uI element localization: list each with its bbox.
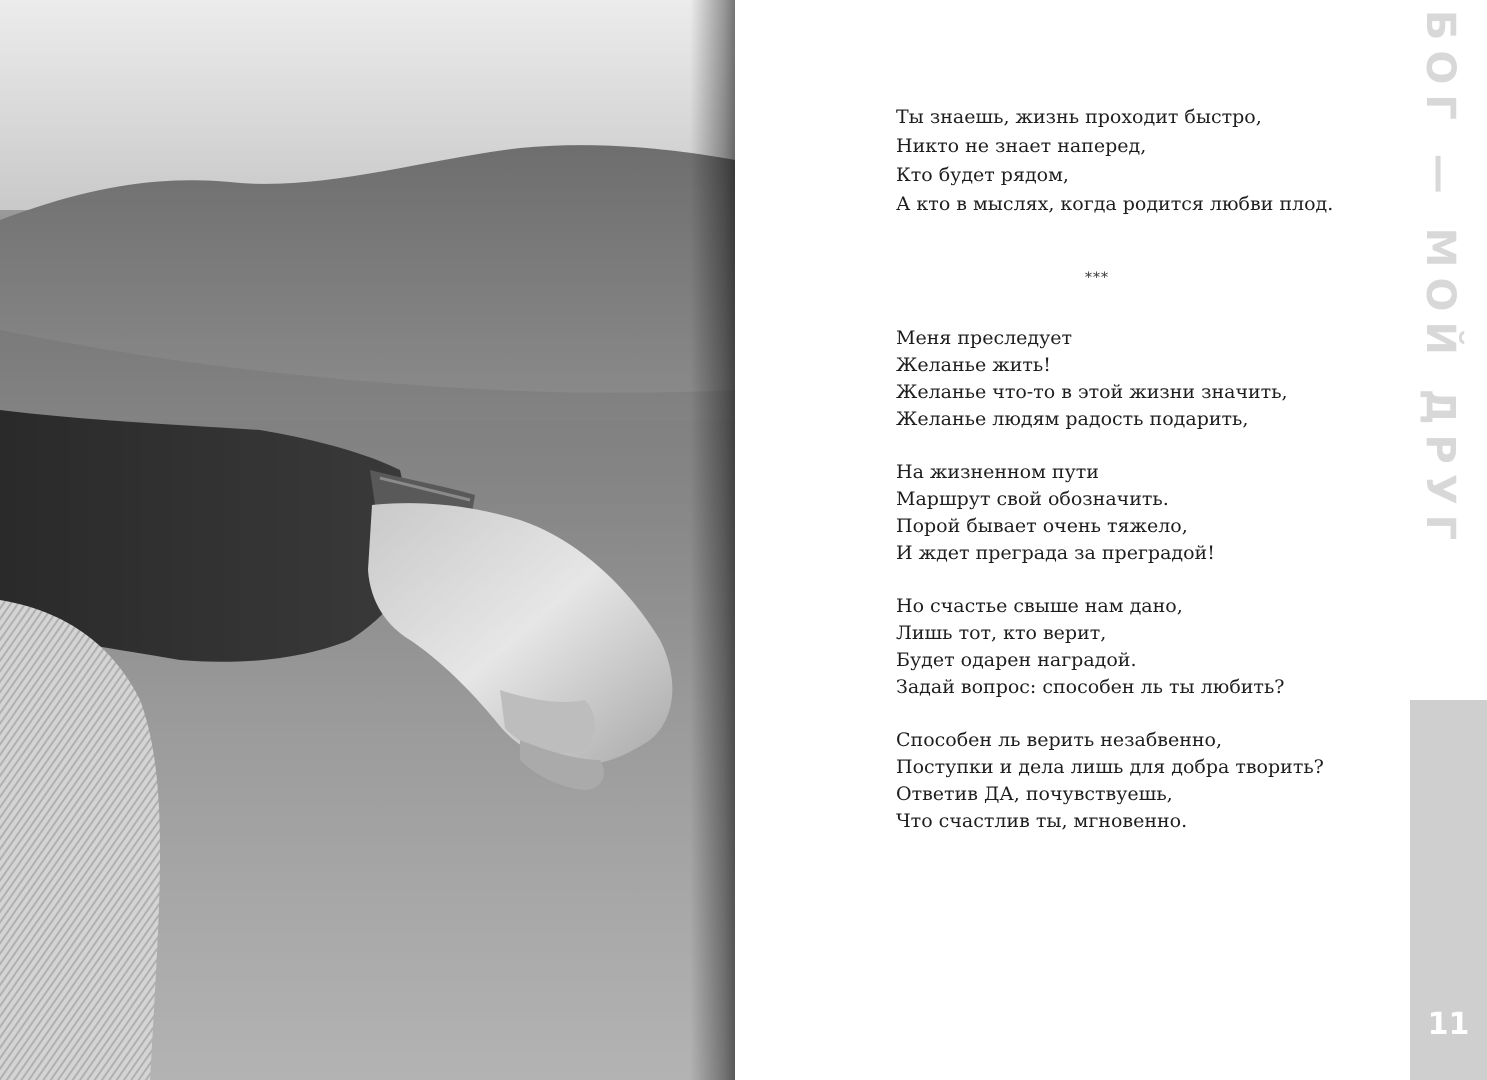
stanza xyxy=(896,325,1376,433)
poem-line: На жизненном пути xyxy=(896,461,1099,483)
page-number: 11 xyxy=(1427,1007,1470,1042)
poem-line: Способен ль верить незабвенно, xyxy=(896,729,1223,751)
poem-line: Меня преследует xyxy=(896,327,1073,349)
poem-top xyxy=(896,103,1356,219)
hand-photo xyxy=(0,0,735,1080)
poem-line: Никто не знает наперед, xyxy=(896,135,1147,157)
stanza xyxy=(896,727,1376,835)
poem-line: Задай вопрос: способен ль ты любить? xyxy=(896,676,1285,698)
poem-line: Ответив ДА, почувствуешь, xyxy=(896,783,1173,805)
poem-line: Лишь тот, кто верит, xyxy=(896,622,1107,644)
section-divider: *** xyxy=(1085,270,1109,286)
stanza xyxy=(896,459,1376,567)
poem-line: Будет одарен наградой. xyxy=(896,649,1137,671)
poem-line: Поступки и дела лишь для добра творить? xyxy=(896,756,1324,778)
poem-line: Порой бывает очень тяжело, xyxy=(896,515,1188,537)
poem-line: А кто в мыслях, когда родится любви плод. xyxy=(896,193,1334,215)
running-head xyxy=(1410,9,1470,551)
poem-line: Что счастлив ты, мгновенно. xyxy=(896,810,1188,832)
photo-illustration xyxy=(0,0,735,1080)
poem-line: Но счастье свыше нам дано, xyxy=(896,595,1183,617)
stanza xyxy=(896,593,1376,701)
poem-line: Желанье людям радость подарить, xyxy=(896,408,1249,430)
poem-line: И ждет преграда за преградой! xyxy=(896,542,1215,564)
poem-line: Ты знаешь, жизнь проходит быстро, xyxy=(896,106,1262,128)
text-page xyxy=(735,0,1487,1080)
poem-line: Маршрут свой обозначить. xyxy=(896,488,1169,510)
running-head-text: БОГ — МОЙ ДРУГ xyxy=(1417,9,1463,551)
poem-line: Кто будет рядом, xyxy=(896,164,1069,186)
page-number-tab xyxy=(1410,700,1487,1080)
poem-line: Желанье жить! xyxy=(896,354,1051,376)
gutter-shadow xyxy=(690,0,735,1080)
poem-main xyxy=(896,325,1376,861)
poem-line: Желанье что-то в этой жизни значить, xyxy=(896,381,1288,403)
